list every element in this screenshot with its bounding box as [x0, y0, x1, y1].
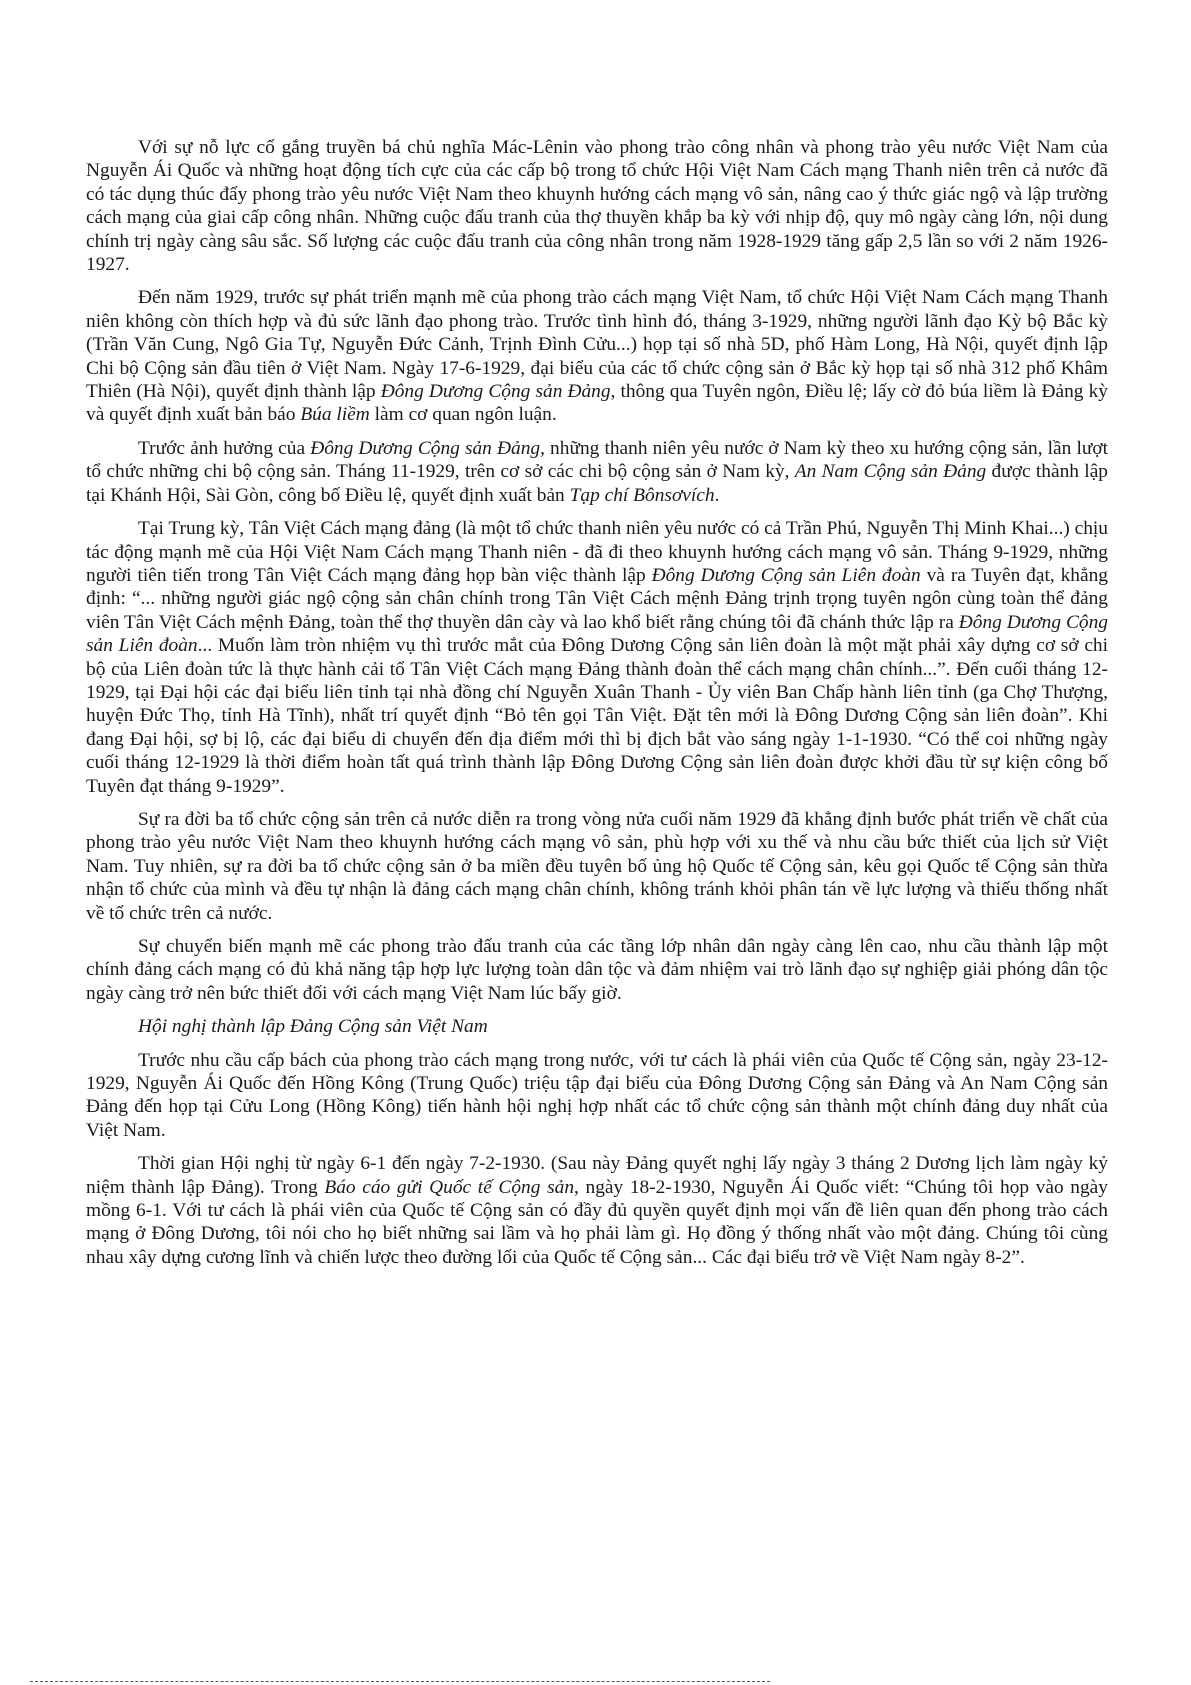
text-run: Trước nhu cầu cấp bách của phong trào cách mạng trong nước, với tư cách là phái viên của Quốc tế Cộng sản, ngày 23-12-1929, Nguyễn Ái Quốc đến Hồng Kông (Trung Quốc) triệu tập đại biểu của Đông Dương Cộng sản Đảng và An Nam Cộng sản Đảng đến họp tại Cửu Long (Hồng Kông) tiến hành hội nghị hợp nhất các tổ chức cộng sản thành một chính đảng duy nhất của Việt Nam. [86, 1049, 1108, 1141]
italic-text: An Nam Cộng sản Đảng [794, 461, 987, 483]
italic-text: Đông Dương Cộng sản Liên đoàn [86, 611, 1108, 657]
italic-text: Đông Dương Cộng sản Đảng [380, 381, 611, 403]
text-run: , những thanh niên yêu nước ở Nam kỳ theo xu hướng cộng sản, lần lượt tổ chức những chi bộ cộng sản. Tháng 11-1929, trên cơ sở các chi bộ cộng sản ở Nam kỳ, [86, 437, 1108, 483]
paragraph [86, 517, 1108, 798]
text-run: và ra Tuyên đạt, khẳng định: “... những người giác ngộ cộng sản chân chính trong Tân Việt Cách mệnh Đảng trịnh trọng tuyên ngôn cùng toàn thể đảng viên Tân Việt Cách mệnh Đảng, toàn thể thợ thuyền dân cày và lao khổ biết rằng chúng tôi đã chánh thức lập ra [86, 564, 1108, 633]
italic-text: Đông Dương Cộng sản Đảng [310, 437, 541, 459]
text-run: Với sự nỗ lực cố gắng truyền bá chủ nghĩa Mác-Lênin vào phong trào công nhân và phong trào yêu nước Việt Nam của Nguyễn Ái Quốc và những hoạt động tích cực của các cấp bộ trong tổ chức Hội Việt Nam Cách mạng Thanh niên trên cả nước đã có tác dụng thúc đẩy phong trào yêu nước Việt Nam theo khuynh hướng cách mạng vô sản, nâng cao ý thức giác ngộ và lập trường cách mạng của giai cấp công nhân. Những cuộc đấu tranh của thợ thuyền khắp ba kỳ với nhịp độ, quy mô ngày càng lớn, nội dung chính trị ngày càng sâu sắc. Số lượng các cuộc đấu tranh của công nhân trong năm 1928-1929 tăng gấp 2,5 lần so với 2 năm 1926-1927. [86, 137, 1108, 276]
section-heading [86, 1015, 1108, 1038]
italic-text: Tạp chí Bônsơvích [569, 484, 715, 506]
text-run: , ngày 18-2-1930, Nguyễn Ái Quốc viết: “Chúng tôi họp vào ngày mồng 6-1. Với tư cách là phái viên của Quốc tế Cộng sản có đầy đủ quyền quyết định mọi vấn đề liên quan đến phong trào cách mạng ở Đông Dương, tôi nói cho họ biết những sai lầm và họ phải làm gì. Họ đồng ý thống nhất vào một đảng. Chúng tôi cùng nhau xây dựng cương lĩnh và chiến lược theo đường lối của Quốc tế Cộng sản... Các đại biểu trở về Việt Nam ngày 8-2”. [86, 1176, 1108, 1268]
footer-divider [30, 1681, 770, 1682]
paragraph [86, 1152, 1108, 1269]
text-run: Tại Trung kỳ, Tân Việt Cách mạng đảng (là một tổ chức thanh niên yêu nước có cả Trần Phú, Nguyễn Thị Minh Khai...) chịu tác động mạnh mẽ của Hội Việt Nam Cách mạng Thanh niên - đã đi theo khuynh hướng cách mạng vô sản. Tháng 9-1929, những người tiên tiến trong Tân Việt Cách mạng đảng họp bàn việc thành lập [86, 518, 1108, 586]
document-page [86, 136, 1108, 1279]
paragraph [86, 136, 1108, 276]
text-run: được thành lập tại Khánh Hội, Sài Gòn, công bố Điều lệ, quyết định xuất bản [86, 461, 1108, 506]
text-run: làm cơ quan ngôn luận. [369, 404, 557, 426]
paragraph [86, 935, 1108, 1005]
paragraph [86, 808, 1108, 925]
italic-text: Đông Dương Cộng sản Liên đoàn [651, 564, 921, 586]
text-run: Đến năm 1929, trước sự phát triển mạnh mẽ của phong trào cách mạng Việt Nam, tổ chức Hội Việt Nam Cách mạng Thanh niên không còn thích hợp và đủ sức lãnh đạo phong trào. Trước tình hình đó, tháng 3-1929, những người lãnh đạo Kỳ bộ Bắc kỳ (Trần Văn Cung, Ngô Gia Tự, Nguyễn Đức Cảnh, Trịnh Đình Cửu...) họp tại số nhà 5D, phố Hàm Long, Hà Nội, quyết định lập Chi bộ Cộng sản đầu tiên ở Việt Nam. Ngày 17-6-1929, đại biểu của các tổ chức cộng sản ở Bắc kỳ họp tại số nhà 312 phố Khâm Thiên (Hà Nội), quyết định thành lập [86, 287, 1108, 403]
paragraph [86, 1049, 1108, 1143]
text-run: , thông qua Tuyên ngôn, Điều lệ; lấy cờ đỏ búa liềm là Đảng kỳ và quyết định xuất bản báo [86, 381, 1108, 426]
text-run: ... Muốn làm tròn nhiệm vụ thì trước mắt của Đông Dương Cộng sản liên đoàn là một mặt phải xây dựng cơ sở chi bộ của Liên đoàn tức là thực hành cải tổ Tân Việt Cách mạng Đảng thành đoàn thể cách mạng chân chính...”. Đến cuối tháng 12-1929, tại Đại hội các đại biểu liên tỉnh tại nhà đồng chí Nguyễn Xuân Thanh - Ủy viên Ban Chấp hành liên tỉnh (ga Chợ Thượng, huyện Đức Thọ, tỉnh Hà Tĩnh), nhất trí quyết định “Bỏ tên gọi Tân Việt. Đặt tên mới là Đông Dương Cộng sản liên đoàn”. Khi đang Đại hội, sợ bị lộ, các đại biểu di chuyển đến địa điểm mới thì bị địch bắt vào sáng ngày 1-1-1930. “Có thể coi những ngày cuối tháng 12-1929 là thời điểm hoàn tất quá trình thành lập Đông Dương Cộng sản liên đoàn được khởi đầu từ sự kiện công bố Tuyên đạt tháng 9-1929”. [86, 635, 1109, 797]
italic-text: Báo cáo gửi Quốc tế Cộng sản [324, 1176, 575, 1198]
text-run: Trước ảnh hưởng của [138, 437, 311, 459]
text-run: Sự ra đời ba tổ chức cộng sản trên cả nước diễn ra trong vòng nửa cuối năm 1929 đã khẳng định bước phát triển về chất của phong trào yêu nước Việt Nam theo khuynh hướng cách mạng vô sản, phù hợp với xu thế và nhu cầu bức thiết của lịch sử Việt Nam. Tuy nhiên, sự ra đời ba tổ chức cộng sản ở ba miền đều tuyên bố ủng hộ Quốc tế Cộng sản, kêu gọi Quốc tế Cộng sản thừa nhận tổ chức của mình và đều tự nhận là đảng cách mạng chân chính, không tránh khỏi phân tán về lực lượng và thiếu thống nhất về tổ chức trên cả nước. [86, 808, 1108, 924]
paragraph [86, 437, 1108, 507]
text-run: Sự chuyển biến mạnh mẽ các phong trào đấu tranh của các tầng lớp nhân dân ngày càng lên cao, nhu cầu thành lập một chính đảng cách mạng có đủ khả năng tập hợp lực lượng toàn dân tộc và đảm nhiệm vai trò lãnh đạo sự nghiệp giải phóng dân tộc ngày càng trở nên bức thiết đối với cách mạng Việt Nam lúc bấy giờ. [86, 936, 1108, 1004]
text-run: Thời gian Hội nghị từ ngày 6-1 đến ngày 7-2-1930. (Sau này Đảng quyết nghị lấy ngày 3 tháng 2 Dương lịch làm ngày kỷ niệm thành lập Đảng). Trong [86, 1153, 1108, 1198]
paragraph [86, 286, 1108, 426]
text-run: . [714, 484, 720, 506]
italic-text: Hội nghị thành lập Đảng Cộng sản Việt Nam [138, 1016, 488, 1038]
italic-text: Búa liềm [300, 404, 370, 426]
